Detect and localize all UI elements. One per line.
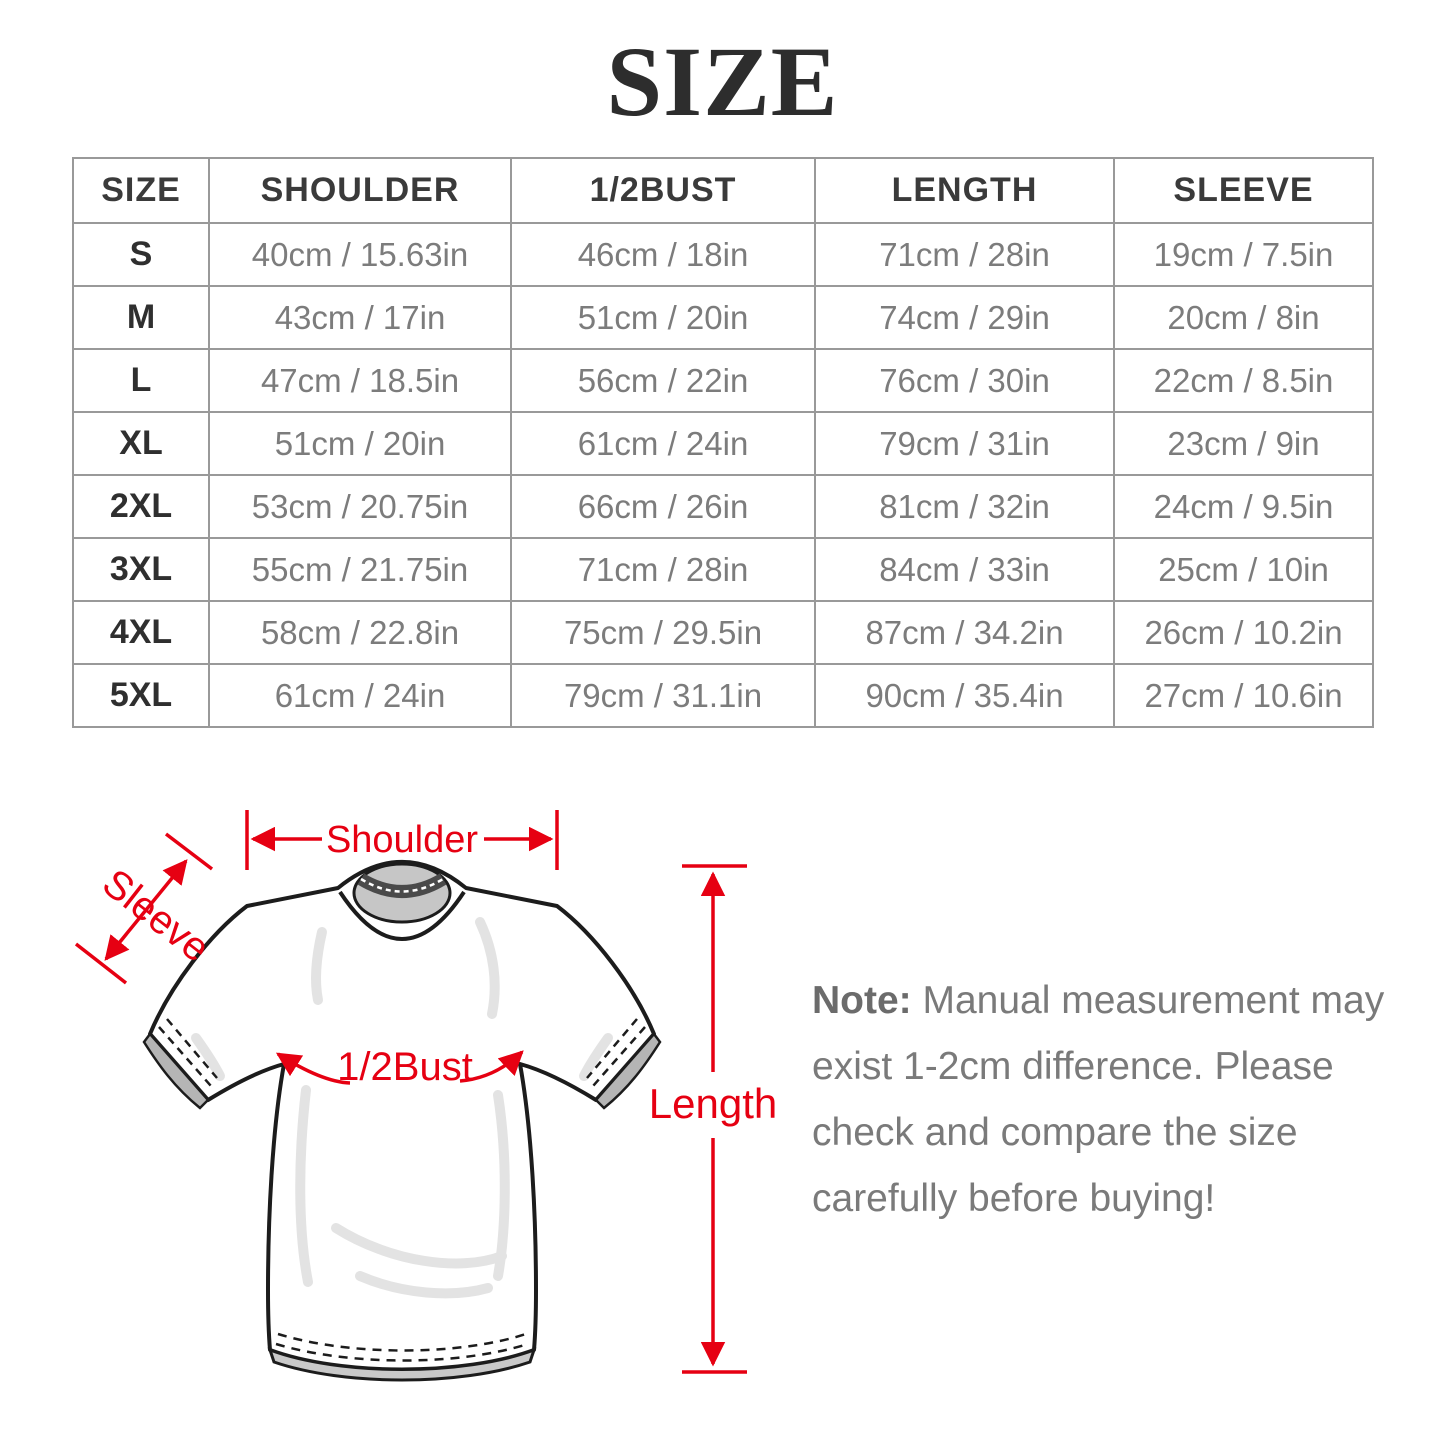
note xyxy=(812,968,1412,1232)
measurement-cell: 58cm / 22.8in xyxy=(209,601,511,664)
measurement-cell: 79cm / 31.1in xyxy=(511,664,815,727)
measurement-cell: 71cm / 28in xyxy=(815,223,1114,286)
shoulder-measure-label: Shoulder xyxy=(325,819,479,861)
measurement-cell: 56cm / 22in xyxy=(511,349,815,412)
measurement-cell: 24cm / 9.5in xyxy=(1114,475,1373,538)
column-header-sleeve: SLEEVE xyxy=(1114,158,1373,223)
measurement-cell: 55cm / 21.75in xyxy=(209,538,511,601)
measurement-cell: 27cm / 10.6in xyxy=(1114,664,1373,727)
size-cell: L xyxy=(73,349,209,412)
column-header-length: LENGTH xyxy=(815,158,1114,223)
measurement-cell: 61cm / 24in xyxy=(511,412,815,475)
measurement-cell: 84cm / 33in xyxy=(815,538,1114,601)
length-measure-label: Length xyxy=(648,1080,778,1127)
table-row xyxy=(73,475,1373,538)
size-chart-table xyxy=(72,157,1374,728)
measurement-cell: 76cm / 30in xyxy=(815,349,1114,412)
measurement-cell: 19cm / 7.5in xyxy=(1114,223,1373,286)
note-line: check and compare the size xyxy=(812,1111,1298,1154)
size-cell: XL xyxy=(73,412,209,475)
column-header-shoulder: SHOULDER xyxy=(209,158,511,223)
measurement-cell: 79cm / 31in xyxy=(815,412,1114,475)
measurement-cell: 22cm / 8.5in xyxy=(1114,349,1373,412)
size-cell: 3XL xyxy=(73,538,209,601)
sleeve-measure-label: Sleeve xyxy=(94,860,218,971)
measurement-cell: 74cm / 29in xyxy=(815,286,1114,349)
measurement-cell: 75cm / 29.5in xyxy=(511,601,815,664)
measurement-cell: 87cm / 34.2in xyxy=(815,601,1114,664)
measurement-cell: 46cm / 18in xyxy=(511,223,815,286)
size-cell: 5XL xyxy=(73,664,209,727)
measurement-cell: 26cm / 10.2in xyxy=(1114,601,1373,664)
size-table-body xyxy=(73,223,1373,727)
tshirt-measurement-diagram xyxy=(60,790,820,1410)
size-table-header xyxy=(73,158,1373,223)
table-row xyxy=(73,223,1373,286)
measurement-cell: 51cm / 20in xyxy=(511,286,815,349)
measurement-cell: 40cm / 15.63in xyxy=(209,223,511,286)
note-line: carefully before buying! xyxy=(812,1177,1216,1220)
size-cell: S xyxy=(73,223,209,286)
measurement-cell: 43cm / 17in xyxy=(209,286,511,349)
page-title: SIZE xyxy=(606,26,839,137)
note-line xyxy=(812,968,1412,1034)
size-cell: 4XL xyxy=(73,601,209,664)
size-cell: 2XL xyxy=(73,475,209,538)
table-row xyxy=(73,538,1373,601)
measurement-cell: 81cm / 32in xyxy=(815,475,1114,538)
table-row xyxy=(73,349,1373,412)
note-line: exist 1-2cm difference. Please xyxy=(812,1045,1334,1088)
measurement-cell: 71cm / 28in xyxy=(511,538,815,601)
column-header-halfbust: 1/2BUST xyxy=(511,158,815,223)
measurement-cell: 25cm / 10in xyxy=(1114,538,1373,601)
size-cell: M xyxy=(73,286,209,349)
measurement-cell: 47cm / 18.5in xyxy=(209,349,511,412)
note-label: Note: xyxy=(812,979,912,1022)
bust-measure-label: 1/2Bust xyxy=(337,1045,473,1089)
table-row xyxy=(73,601,1373,664)
header-row xyxy=(73,158,1373,223)
note-line-text: Manual measurement may xyxy=(922,979,1385,1022)
measurement-cell: 66cm / 26in xyxy=(511,475,815,538)
measurement-cell: 20cm / 8in xyxy=(1114,286,1373,349)
measurement-cell: 23cm / 9in xyxy=(1114,412,1373,475)
table-row xyxy=(73,286,1373,349)
table-row xyxy=(73,664,1373,727)
table-row xyxy=(73,412,1373,475)
measurement-cell: 90cm / 35.4in xyxy=(815,664,1114,727)
measurement-cell: 53cm / 20.75in xyxy=(209,475,511,538)
measurement-cell: 51cm / 20in xyxy=(209,412,511,475)
measurement-cell: 61cm / 24in xyxy=(209,664,511,727)
column-header-size: SIZE xyxy=(73,158,209,223)
